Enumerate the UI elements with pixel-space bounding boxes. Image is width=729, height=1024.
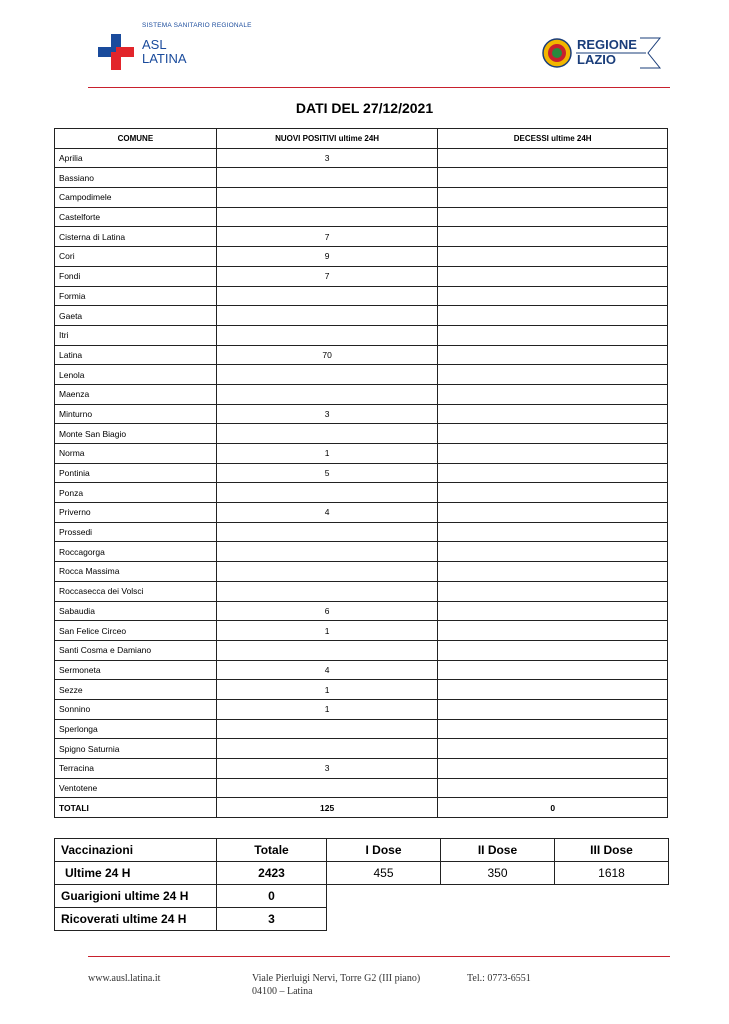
nuovi-positivi-cell: 9 (216, 247, 438, 267)
vax-header-totale: Totale (217, 839, 327, 862)
decessi-cell (438, 503, 668, 523)
nuovi-positivi-cell (216, 306, 438, 326)
nuovi-positivi-cell (216, 522, 438, 542)
decessi-cell (438, 325, 668, 345)
table-row (55, 581, 668, 601)
header-divider (88, 87, 670, 88)
table-row (55, 562, 668, 582)
table-row (55, 286, 668, 306)
decessi-cell (438, 719, 668, 739)
comune-cell: Sezze (55, 680, 217, 700)
vax-totale: 2423 (217, 862, 327, 885)
comune-cell: Priverno (55, 503, 217, 523)
table-row (55, 601, 668, 621)
vaccinations-table (54, 838, 669, 931)
decessi-cell (438, 306, 668, 326)
table-row (55, 463, 668, 483)
footer-phone: Tel.: 0773-6551 (467, 973, 531, 984)
comune-cell: Lenola (55, 365, 217, 385)
nuovi-positivi-cell: 7 (216, 227, 438, 247)
decessi-cell (438, 404, 668, 424)
decessi-cell (438, 660, 668, 680)
table-row (55, 503, 668, 523)
nuovi-positivi-cell (216, 424, 438, 444)
vax-label: Vaccinazioni (55, 839, 217, 862)
comune-cell: Pontinia (55, 463, 217, 483)
comune-cell: Campodimele (55, 188, 217, 208)
comune-cell: Ponza (55, 483, 217, 503)
comune-cell: Ventotene (55, 778, 217, 798)
header-nuovi-positivi: NUOVI POSITIVI ultime 24H (216, 129, 438, 149)
table-row (55, 660, 668, 680)
totals-row (55, 798, 668, 818)
table-row (55, 148, 668, 168)
comune-cell: Prossedi (55, 522, 217, 542)
nuovi-positivi-cell (216, 719, 438, 739)
ricoverati-row (55, 908, 669, 931)
comune-cell: Castelforte (55, 207, 217, 227)
table-row (55, 227, 668, 247)
comune-cell: San Felice Circeo (55, 621, 217, 641)
header-comune: COMUNE (55, 129, 217, 149)
table-row (55, 306, 668, 326)
asl-name (142, 38, 187, 66)
nuovi-positivi-cell (216, 207, 438, 227)
table-row (55, 444, 668, 464)
table-row (55, 384, 668, 404)
vax-header-dose2: II Dose (441, 839, 555, 862)
nuovi-positivi-cell: 3 (216, 759, 438, 779)
decessi-cell (438, 463, 668, 483)
nuovi-positivi-cell (216, 542, 438, 562)
nuovi-positivi-cell (216, 581, 438, 601)
nuovi-positivi-cell: 7 (216, 266, 438, 286)
vax-dose2: 350 (441, 862, 555, 885)
nuovi-positivi-cell (216, 778, 438, 798)
decessi-cell (438, 188, 668, 208)
comune-cell: Sermoneta (55, 660, 217, 680)
decessi-cell (438, 444, 668, 464)
decessi-cell (438, 266, 668, 286)
asl-line1: ASL (142, 37, 167, 52)
nuovi-positivi-cell: 1 (216, 680, 438, 700)
table-row (55, 168, 668, 188)
decessi-cell (438, 621, 668, 641)
table-row (55, 424, 668, 444)
table-row (55, 247, 668, 267)
nuovi-positivi-cell (216, 325, 438, 345)
table-row (55, 719, 668, 739)
comune-cell: Sabaudia (55, 601, 217, 621)
table-row (55, 404, 668, 424)
decessi-cell (438, 483, 668, 503)
totals-nuovi-positivi: 125 (216, 798, 438, 818)
table-row (55, 699, 668, 719)
decessi-cell (438, 759, 668, 779)
table-row (55, 522, 668, 542)
comune-cell: Monte San Biagio (55, 424, 217, 444)
comune-cell: Bassiano (55, 168, 217, 188)
nuovi-positivi-cell: 70 (216, 345, 438, 365)
nuovi-positivi-cell (216, 286, 438, 306)
comune-cell: Minturno (55, 404, 217, 424)
table-row (55, 759, 668, 779)
decessi-cell (438, 680, 668, 700)
asl-cross-logo-icon (98, 34, 134, 70)
comune-cell: Formia (55, 286, 217, 306)
decessi-cell (438, 227, 668, 247)
table-row (55, 542, 668, 562)
decessi-cell (438, 778, 668, 798)
vax-header-dose3: III Dose (555, 839, 669, 862)
report-title: DATI DEL 27/12/2021 (295, 100, 434, 116)
ricoverati-value: 3 (217, 908, 327, 931)
decessi-cell (438, 207, 668, 227)
comune-cell: Santi Cosma e Damiano (55, 640, 217, 660)
footer-address (252, 972, 420, 998)
comune-cell: Sperlonga (55, 719, 217, 739)
comune-cell: Rocca Massima (55, 562, 217, 582)
nuovi-positivi-cell: 3 (216, 148, 438, 168)
decessi-cell (438, 345, 668, 365)
table-row (55, 778, 668, 798)
comune-cell: Maenza (55, 384, 217, 404)
nuovi-positivi-cell: 1 (216, 444, 438, 464)
comune-cell: Cisterna di Latina (55, 227, 217, 247)
comuni-table (54, 128, 668, 818)
table-row (55, 188, 668, 208)
decessi-cell (438, 286, 668, 306)
table-row (55, 739, 668, 759)
table-row (55, 345, 668, 365)
vax-dose3: 1618 (555, 862, 669, 885)
decessi-cell (438, 601, 668, 621)
nuovi-positivi-cell: 1 (216, 621, 438, 641)
decessi-cell (438, 699, 668, 719)
comune-cell: Spigno Saturnia (55, 739, 217, 759)
guarigioni-row (55, 885, 669, 908)
vax-values-row (55, 862, 669, 885)
comune-cell: Aprilia (55, 148, 217, 168)
decessi-cell (438, 384, 668, 404)
empty-cell (327, 885, 669, 908)
nuovi-positivi-cell: 6 (216, 601, 438, 621)
decessi-cell (438, 562, 668, 582)
comune-cell: Itri (55, 325, 217, 345)
totals-decessi: 0 (438, 798, 668, 818)
comune-cell: Fondi (55, 266, 217, 286)
table-row (55, 365, 668, 385)
nuovi-positivi-cell (216, 739, 438, 759)
table-row (55, 266, 668, 286)
decessi-cell (438, 522, 668, 542)
comune-cell: Norma (55, 444, 217, 464)
nuovi-positivi-cell (216, 188, 438, 208)
nuovi-positivi-cell: 1 (216, 699, 438, 719)
regione-lazio-name (577, 37, 637, 67)
decessi-cell (438, 247, 668, 267)
table-header-row (55, 129, 668, 149)
footer-address-line1: Viale Pierluigi Nervi, Torre G2 (III piano) (252, 973, 421, 984)
nuovi-positivi-cell (216, 168, 438, 188)
empty-cell (327, 908, 669, 931)
asl-line2: LATINA (142, 51, 187, 66)
nuovi-positivi-cell (216, 562, 438, 582)
letterhead (0, 0, 729, 90)
decessi-cell (438, 168, 668, 188)
footer-address-line2: 04100 – Latina (252, 986, 313, 997)
table-row (55, 640, 668, 660)
table-row (55, 621, 668, 641)
decessi-cell (438, 424, 668, 444)
header-decessi: DECESSI ultime 24H (438, 129, 668, 149)
table-row (55, 483, 668, 503)
comune-cell: Gaeta (55, 306, 217, 326)
table-row (55, 207, 668, 227)
guarigioni-label: Guarigioni ultime 24 H (55, 885, 217, 908)
footer-divider (88, 956, 670, 957)
vax-header-row (55, 839, 669, 862)
decessi-cell (438, 365, 668, 385)
vax-period-label: Ultime 24 H (55, 862, 217, 885)
table-row (55, 325, 668, 345)
ricoverati-label: Ricoverati ultime 24 H (55, 908, 217, 931)
regione-line1: REGIONE (577, 37, 637, 52)
footer-website[interactable]: www.ausl.latina.it (88, 973, 161, 984)
asl-subtitle: SISTEMA SANITARIO REGIONALE (142, 22, 252, 29)
nuovi-positivi-cell: 5 (216, 463, 438, 483)
nuovi-positivi-cell (216, 384, 438, 404)
comune-cell: Roccagorga (55, 542, 217, 562)
decessi-cell (438, 148, 668, 168)
comune-cell: Roccasecca dei Volsci (55, 581, 217, 601)
vax-dose1: 455 (327, 862, 441, 885)
comune-cell: Cori (55, 247, 217, 267)
decessi-cell (438, 739, 668, 759)
decessi-cell (438, 542, 668, 562)
vax-header-dose1: I Dose (327, 839, 441, 862)
guarigioni-value: 0 (217, 885, 327, 908)
comune-cell: Latina (55, 345, 217, 365)
totals-label: TOTALI (55, 798, 217, 818)
regione-line2: LAZIO (577, 52, 616, 67)
nuovi-positivi-cell (216, 483, 438, 503)
nuovi-positivi-cell (216, 365, 438, 385)
nuovi-positivi-cell: 4 (216, 660, 438, 680)
nuovi-positivi-cell (216, 640, 438, 660)
comune-cell: Terracina (55, 759, 217, 779)
nuovi-positivi-cell: 3 (216, 404, 438, 424)
decessi-cell (438, 640, 668, 660)
comune-cell: Sonnino (55, 699, 217, 719)
nuovi-positivi-cell: 4 (216, 503, 438, 523)
decessi-cell (438, 581, 668, 601)
table-row (55, 680, 668, 700)
